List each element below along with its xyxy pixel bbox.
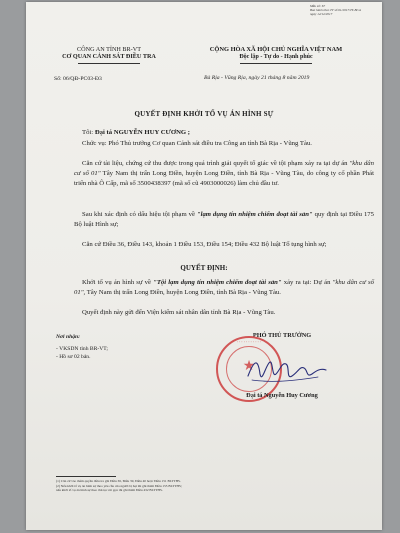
document-page [26, 2, 382, 530]
issuer-line [82, 128, 190, 138]
crime-text-a: Sau khi xác định có dấu hiệu tội phạm về [82, 211, 197, 218]
seal-star-icon: ★ [242, 359, 256, 374]
document-number: Số: 06/QĐ-PC03-Đ3 [54, 76, 102, 82]
footnote-line: nếu khởi tố vụ án hình sự theo thủ tục rút gọn thì ghi thêm Điều 432 BLTTHS. [56, 488, 163, 493]
form-note-line: ngày 14/12/2017 [310, 12, 333, 16]
signature-role: PHÓ THỦ TRƯỞNG [252, 332, 312, 339]
issuer-name: Đại tá NGUYỄN HUY CƯƠNG ; [94, 129, 190, 136]
footnotes [56, 479, 182, 493]
document-title: QUYẾT ĐỊNH KHỞI TỐ VỤ ÁN HÌNH SỰ [134, 110, 274, 118]
decision-text-b: xảy ra tại: Dự án [281, 279, 333, 286]
footnote-line: (2) Nếu khởi tố vụ án hình sự theo yêu cầu của người bị hại thì ghi thêm Điều 155 BLTTHS; [56, 483, 182, 488]
position-paragraph: Chức vụ: Phó Thủ trưởng Cơ quan Cảnh sát điều tra Công an tỉnh Bà Rịa - Vũng Tàu. [82, 140, 312, 147]
decision-heading: QUYẾT ĐỊNH: [180, 264, 228, 272]
agency-block [44, 46, 174, 60]
recipients-block [56, 333, 108, 361]
recipient-item: - VKSDN tỉnh BR-VT; [56, 346, 108, 352]
footnote-line: (1) Căn cứ vào thẩm quyền điều tra ghi Điều 36, Điều 39, Điều 40 hoặc Điều 151 BLTTHS. [56, 479, 181, 483]
national-title: CỘNG HÒA XÃ HỘI CHỦ NGHĨA VIỆT NAM [209, 46, 343, 53]
decision-text-a: Khởi tố vụ án hình sự về [82, 279, 154, 286]
agency-parent: CÔNG AN TỈNH BR-VT [77, 46, 141, 53]
evidence-text-a: Căn cứ tài liệu, chứng cứ thu được trong quá trình giải quyết tố giác về tội phạm xảy ra tại dự án [82, 160, 350, 167]
project-name: "khu dân cư số 01" [74, 160, 374, 178]
form-note-line: Mẫu số: 67 [310, 4, 326, 8]
recipient-item: - Hồ sơ 02 bản. [56, 354, 91, 360]
handwritten-signature [242, 350, 332, 390]
agency-name: CƠ QUAN CẢNH SÁT ĐIỀU TRA [62, 53, 156, 60]
national-motto: Độc lập - Tự do - Hạnh phúc [239, 54, 313, 60]
crime-paragraph [74, 210, 374, 230]
form-note-line: Ban hành theo TT số 61/2017/TT-BCA [310, 8, 361, 12]
issuer-prefix: Tôi: [82, 129, 95, 136]
decision-project: "khu dân cư số 01" [74, 279, 374, 297]
footnote-separator [56, 476, 116, 477]
decision-text-c: , Tây Nam thị trấn Long Điền, huyện Long Điền, tỉnh Bà Rịa - Vũng Tàu. [83, 289, 281, 297]
crime-text-b: quy định tại Điều 175 Bộ luật Hình sự; [74, 211, 374, 229]
seal-ring-text: · · · · · · · · · · · [236, 340, 262, 344]
decision-paragraph-1 [74, 278, 374, 298]
agency-underline [78, 63, 140, 64]
decision-paragraph-2: Quyết định này gửi đến Viện kiểm sát nhân dân tỉnh Bà Rịa - Vũng Tàu. [82, 309, 276, 316]
decision-crime: "Tội lạm dụng tín nhiệm chiếm đoạt tài sản" [153, 279, 282, 286]
motto-underline [240, 63, 312, 64]
place-date: Bà Rịa - Vũng Rịa, ngày 21 tháng 8 năm 2019 [204, 75, 310, 81]
evidence-text-b: Tây Nam thị trấn Long Điền, huyện Long Điền, tỉnh Bà Rịa - Vũng Tàu, do công ty cổ phần Phát triển nhà Ô Cấp, mã số 3500438397 (mã số cũ 4903000026) làm chủ đầu tư. [74, 170, 374, 188]
form-note [310, 4, 361, 16]
evidence-paragraph [74, 159, 374, 190]
recipients-heading: Nơi nhận: [56, 334, 80, 340]
crime-name: "lạm dụng tín nhiệm chiếm đoạt tài sản" [196, 211, 313, 218]
legal-basis-paragraph: Căn cứ Điều 36, Điều 143, khoản 1 Điều 153, Điều 154; Điều 432 Bộ luật Tố tụng hình sự; [82, 241, 327, 248]
signer-name: Đại tá Nguyễn Huy Cương [246, 392, 318, 399]
